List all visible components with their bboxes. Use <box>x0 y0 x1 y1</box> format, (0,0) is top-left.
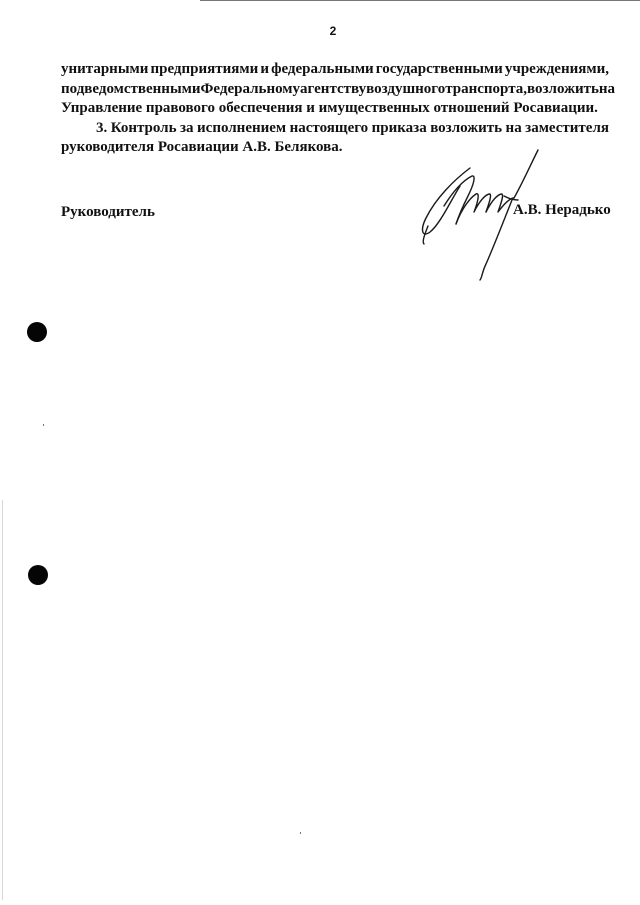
word: Контроль <box>110 119 177 136</box>
word: за <box>180 119 194 136</box>
page-number: 2 <box>329 24 337 38</box>
scan-left-edge <box>2 500 3 900</box>
signer-title: Руководитель <box>61 204 155 220</box>
word: на <box>505 119 522 136</box>
word: на <box>598 80 616 97</box>
word: транспорта, <box>445 80 528 97</box>
punch-hole <box>28 565 48 585</box>
paragraph-1-line-1 <box>61 60 609 80</box>
punch-hole <box>27 322 47 342</box>
word: подведомственными <box>61 80 201 97</box>
word: приказа <box>371 119 427 136</box>
paragraph-1-line-2 <box>61 80 616 100</box>
word: и <box>260 61 269 77</box>
word: федеральными <box>271 61 374 77</box>
word: возложить <box>430 119 503 136</box>
word: заместителя <box>525 119 609 136</box>
paragraph-2-line-1 <box>61 119 609 139</box>
word: 3. <box>96 119 108 136</box>
signer-name: А.В. Нерадько <box>513 202 611 218</box>
scan-top-edge <box>200 0 640 1</box>
scan-speck <box>43 424 44 426</box>
word: государственными <box>375 61 503 77</box>
document-body <box>61 60 616 158</box>
word: настоящего <box>289 119 369 136</box>
word: учреждениями, <box>504 61 609 77</box>
word: агентству <box>300 80 367 97</box>
word: унитарными <box>61 61 149 77</box>
word: возложить <box>527 80 599 97</box>
word: Федеральному <box>200 80 301 97</box>
word: исполнением <box>197 119 287 136</box>
word: воздушного <box>366 80 446 97</box>
paragraph-2-line-2: руководителя Росавиации А.В. Белякова. <box>61 139 343 155</box>
paragraph-1-line-3: Управление правового обеспечения и имущественных отношений Росавиации. <box>61 100 598 116</box>
word: предприятиями <box>150 61 259 77</box>
scan-speck <box>300 832 301 834</box>
